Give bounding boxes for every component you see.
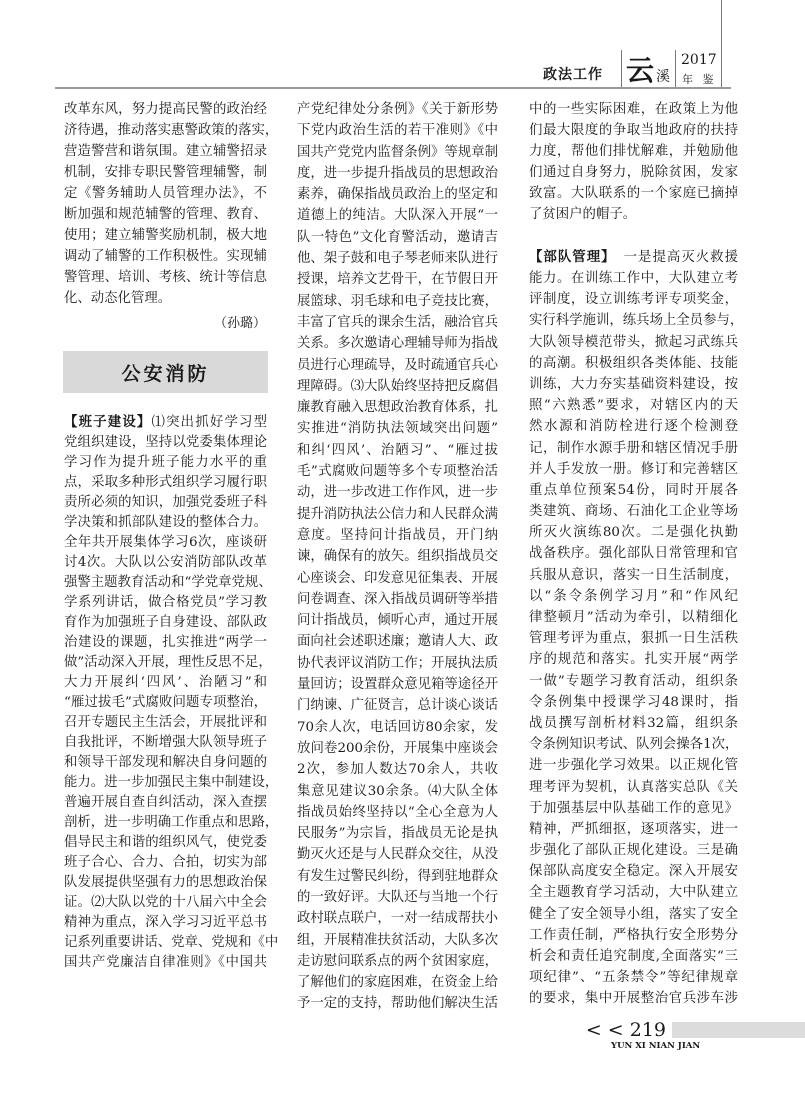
text-line: 项纪律”、“五条禁令”等纪律规章	[529, 970, 738, 986]
section-tag: 【班子建设】	[64, 415, 152, 430]
text-line: 改革东风，努力提高民警的政治经	[64, 102, 267, 117]
text-line: 治建设的课题，扎实推进“两学一	[64, 635, 267, 650]
header-divider	[621, 50, 622, 87]
text-line: 序的规范和落实。扎实开展“两学	[529, 652, 738, 668]
text-line: 问卷调查、深入指战员调研等举措	[297, 591, 498, 607]
text-line: 他、架子鼓和电子琴老师来队进行	[297, 251, 498, 267]
text-line: 点，采取多种形式组织学习履行职	[64, 475, 267, 490]
text-line: 了贫困户的帽子。	[529, 207, 637, 222]
text-line: 党组织建设，坚持以党委集体理论	[64, 435, 267, 450]
text-line: 提升消防执法公信力和人民群众满	[297, 506, 498, 522]
text-line: 中的一些实际困难，在政策上为他	[529, 102, 738, 117]
text-line: 责所必须的知识，加强党委班子科	[64, 495, 267, 510]
text-line: 实行科学施训，练兵场上全员参与，	[529, 313, 744, 329]
text-line: 面向社会述职述廉；邀请人大、政	[297, 634, 498, 650]
text-line: 记，制作水源手册和辖区情况手册	[529, 440, 738, 456]
header-rule	[55, 87, 731, 89]
text-line: 剖析，进一步明确工作重点和思路，	[64, 815, 279, 830]
paragraph-first-line	[529, 247, 738, 268]
running-section-title: 政法工作	[543, 67, 603, 83]
text-line: 学决策和抓部队建设的整体合力。	[64, 515, 267, 530]
text-line: 精神，严抓细抠，逐项落实，进一	[529, 821, 738, 837]
text-line: 倡导民主和谐的组织风气，使党委	[64, 835, 267, 850]
text-line: 令条例知识考试、队列会操各1次，	[529, 737, 739, 753]
text-line: 的要求，集中开展整治官兵涉车涉	[529, 991, 738, 1007]
author-credit: （孙璐）	[213, 316, 266, 331]
text-line: 健全了安全领导小组，落实了安全	[529, 906, 738, 922]
text-line: 学习作为提升班子能力水平的重	[64, 455, 267, 470]
text-line: 精神为重点，深入学习习近平总书	[64, 915, 267, 930]
section-heading: 公安消防	[63, 351, 268, 393]
text-line: 道德上的纯洁。大队深入开展“一	[297, 208, 498, 224]
column-2	[297, 99, 498, 1015]
text-line: 实推进“消防执法领域突出问题”	[297, 421, 498, 437]
text-line: 展篮球、羽毛球和电子竞技比赛，	[297, 293, 498, 309]
page-number: < < 219	[585, 1019, 666, 1041]
text-line: 召开专题民主生活会，开展批评和	[64, 715, 267, 730]
text-line: 和领导干部发现和解决自身问题的	[64, 755, 267, 770]
text-line: 量回访；设置群众意见箱等途径开	[297, 677, 498, 693]
text-line: 予一定的支持，帮助他们解决生活	[297, 996, 498, 1012]
text-line: 理障碍。⑶大队始终坚持把反腐倡	[297, 378, 498, 394]
text-line: 调动了辅警的工作积极性。实现辅	[64, 249, 267, 264]
text-line: 评制度，设立训练考评专项奖金，	[529, 292, 738, 308]
column-3-paragraph	[529, 247, 744, 1010]
text-line: 意度。坚持问计指战员，开门纳	[297, 527, 498, 543]
text-line: 的高潮。积极组织各类体能、技能	[529, 355, 738, 371]
text-line: 大力开展纠‘四风’、治陋习”和	[64, 675, 267, 690]
text-line: 心座谈会、印发意见征集表、开展	[297, 570, 498, 586]
paragraph-first-line	[64, 413, 267, 433]
text-line: 放问卷200余份，开展集中座谈会	[297, 740, 498, 756]
text-line: 产党纪律处分条例》《关于新形势	[297, 102, 498, 117]
text-line: 门纳谏、广征贤言，总计谈心谈话	[297, 698, 498, 714]
header-divider	[675, 50, 676, 87]
text-line: 一做”专题学习教育活动，组织条	[529, 673, 738, 689]
yearbook-year: 2017	[681, 52, 717, 68]
text-line: 然水源和消防栓进行逐个检测登	[529, 419, 738, 435]
text-line: 的一致好评。大队还与当地一个行	[297, 889, 498, 905]
text-line: 走访慰问联系点的两个贫困家庭，	[297, 953, 498, 969]
text-line: 度，进一步提升指战员的思想政治	[297, 165, 498, 181]
text-line: 大队领导模范带头，掀起习武练兵	[529, 334, 738, 350]
text-line: 国共产党廉洁自律准则》《中国共	[64, 955, 267, 970]
text-line: 化、动态化管理。	[64, 291, 172, 306]
text-line: 断加强和规范辅警的管理、教育、	[64, 207, 267, 222]
line-text: 一是提高灭火救援	[623, 250, 739, 265]
text-line: 讨4次。大队以公安消防部队改革	[64, 555, 267, 570]
text-line: 以“条令条例学习月”和“作风纪	[529, 588, 738, 604]
text-line: 战备秩序。强化部队日常管理和官	[529, 546, 738, 562]
text-line: 理考评为契机，认真落实总队《关	[529, 779, 738, 795]
column-3-top	[529, 99, 738, 225]
text-line: 机制，安排专职民警管理辅警，制	[64, 165, 267, 180]
text-line: 2次，参加人数达70余人，共收	[297, 762, 498, 778]
text-line: 所灭火演练80次。二是强化执勤	[529, 525, 738, 541]
text-line: 队发展提供坚强有力的思想政治保	[64, 875, 267, 890]
text-line: 析会和责任追究制度,全面落实“三	[529, 949, 738, 964]
text-line: 普遍开展自查自纠活动，深入查摆	[64, 795, 267, 810]
text-line: 照“六熟悉”要求，对辖区内的天	[529, 398, 738, 414]
text-line: 班子合心、合力、合拍，切实为部	[64, 855, 267, 870]
text-line: 类建筑、商场、石油化工企业等场	[529, 504, 738, 520]
text-line: 致富。大队联系的一个家庭已摘掉	[529, 186, 738, 201]
text-line: 营造警营和谐氛围。建立辅警招录	[64, 144, 267, 159]
text-line: 全年共开展集体学习6次，座谈研	[64, 535, 267, 550]
text-line: 们最大限度的争取当地政府的扶持	[529, 123, 738, 138]
text-line: 于加强基层中队基础工作的意见》	[529, 800, 738, 816]
column-1-paragraph	[64, 413, 279, 973]
text-line: 重点单位预案54份，同时开展各	[529, 482, 738, 498]
text-line: 强警主题教育活动和“学党章党规、	[64, 575, 272, 590]
text-line: 下党内政治生活的若干准则》《中	[297, 123, 498, 139]
text-line: 济待遇，推动落实惠警政策的落实，	[64, 123, 279, 138]
text-line: 战员撰写剖析材料32篇，组织条	[529, 715, 738, 731]
line-text: ⑴突出抓好学习型	[151, 415, 268, 430]
text-line: 使用；建立辅警奖励机制，极大地	[64, 228, 267, 243]
text-line: 育作为加强班子自身建设、部队政	[64, 615, 267, 630]
text-line: 学系列讲话，做合格党员”学习教	[64, 595, 267, 610]
text-line: 步强化了部队正规化建设。三是确	[529, 843, 738, 859]
text-line: 训练，大力夯实基础资料建设，按	[529, 376, 738, 392]
text-line: 指战员始终坚持以“全心全意为人	[297, 804, 498, 820]
text-line: 素养，确保指战员政治上的坚定和	[297, 187, 498, 203]
logo-xi: 溪	[656, 69, 670, 85]
text-line: 工作责任制，严格执行安全形势分	[529, 927, 738, 943]
text-line: 关系。多次邀请心理辅导师为指战	[297, 336, 498, 352]
text-line: 兵服从意识，落实一日生活制度，	[529, 567, 738, 583]
text-line: 定《警务辅助人员管理办法》，不	[64, 186, 267, 201]
text-line: 令条例集中授课学习48课时，指	[529, 694, 738, 710]
text-line: 能力。在训练工作中，大队建立考	[529, 271, 738, 286]
text-line: 证。⑵大队以党的十八届六中全会	[64, 895, 267, 910]
footer-running-title: YUN XI NIAN JIAN	[611, 1041, 701, 1051]
text-line: 国共产党党内监督条例》等规章制	[297, 144, 498, 160]
text-line: 动，进一步改进工作作风，进一步	[297, 485, 498, 501]
text-line: 民服务”为宗旨，指战员无论是执	[297, 826, 498, 842]
yearbook-label: 年 鉴	[682, 73, 717, 86]
text-line: 勤灭火还是与人民群众交往，从没	[297, 847, 498, 863]
text-line: 们通过自身努力，脱除贫困，发家	[529, 165, 738, 180]
text-line: 丰富了官兵的课余生活，融洽官兵	[297, 314, 498, 330]
text-line: 协代表评议消防工作；开展执法质	[297, 655, 498, 671]
text-line: 组，开展精准扶贫活动，大队多次	[297, 932, 498, 948]
text-line: 力度，帮他们排忧解难，并勉励他	[529, 144, 738, 159]
text-line: 进一步强化学习效果。以正规化管	[529, 758, 738, 774]
text-line: 了解他们的家庭困难，在资金上给	[297, 975, 498, 991]
text-line: 和纠‘四风’、治陋习”、“雁过拔	[297, 442, 498, 458]
text-line: 授课，培养文艺骨干，在节假日开	[297, 272, 498, 288]
footer-bar	[672, 1022, 805, 1038]
text-line: 廉教育融入思想政治教育体系，扎	[297, 400, 498, 416]
text-line: 管理考评为重点，狠抓一日生活秩	[529, 631, 738, 647]
section-tag: 【部队管理】	[529, 250, 616, 265]
text-line: 队一特色”文化育警活动，邀请吉	[297, 229, 498, 245]
text-line: 保部队高度安全稳定。深入开展安	[529, 864, 738, 880]
text-line: 问计指战员，倾听心声，通过开展	[297, 613, 498, 629]
text-line: 集意见建议30余条。⑷大队全体	[297, 783, 498, 799]
text-line: 谏，确保有的放矢。组织指战员交	[297, 549, 498, 565]
header-divider	[721, 0, 722, 87]
column-1-top	[64, 99, 279, 309]
text-line: 员进行心理疏导，及时疏通官兵心	[297, 357, 498, 373]
text-line: 能力。进一步加强民主集中制建设，	[64, 775, 279, 790]
text-line: 政村联点联户，一对一结成帮扶小	[297, 911, 498, 927]
text-line: 做”活动深入开展，理性反思不足，	[64, 655, 272, 670]
logo-yun: 云	[626, 54, 655, 87]
text-line: 律整顿月”活动为牵引，以精细化	[529, 610, 738, 625]
text-line: 记系列重要讲话、党章、党规和《中	[64, 935, 279, 950]
text-line: 自我批评，不断增强大队领导班子	[64, 735, 267, 750]
text-line: 全主题教育学习活动，大中队建立	[529, 885, 738, 901]
text-line: 并人手发放一册。修订和完善辖区	[529, 461, 738, 477]
text-line: 警管理、培训、考核、统计等信息	[64, 270, 267, 285]
text-line: 有发生过警民纠纷，得到驻地群众	[297, 868, 498, 884]
text-line: “雁过拔毛”式腐败问题专项整治，	[64, 695, 267, 710]
text-line: 70余人次，电话回访80余家，发	[297, 719, 498, 735]
text-line: 毛”式腐败问题等多个专项整治活	[297, 464, 498, 480]
